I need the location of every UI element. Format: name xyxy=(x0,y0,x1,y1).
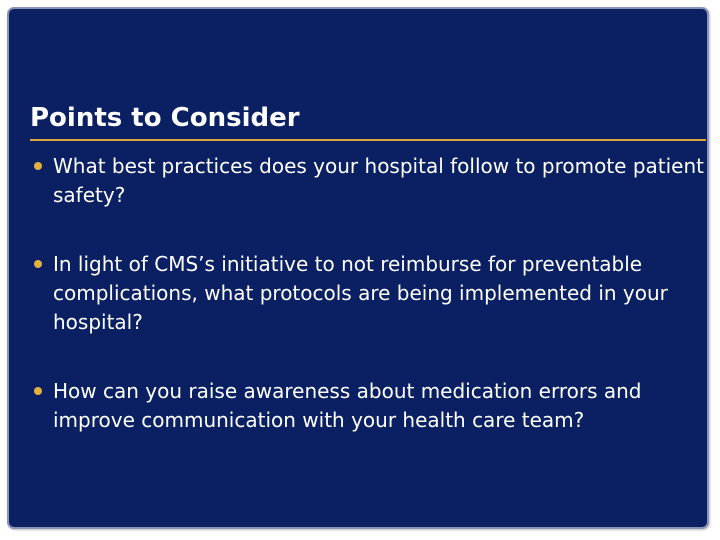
bullet-dot-icon xyxy=(34,162,42,170)
bullet-item xyxy=(33,377,709,435)
bullet-item xyxy=(33,152,709,210)
bullet-list xyxy=(33,152,709,475)
bullet-text: In light of CMS’s initiative to not reimburse for preventable complications, what protocols are being implemented in your hospital? xyxy=(53,252,668,334)
bullet-text: How can you raise awareness about medication errors and improve communication with your health care team? xyxy=(53,379,642,432)
bullet-dot-icon xyxy=(34,387,42,395)
bullet-item xyxy=(33,250,709,337)
bullet-dot-icon xyxy=(34,260,42,268)
slide-title: Points to Consider xyxy=(30,103,300,133)
slide-frame xyxy=(7,7,709,529)
title-underline xyxy=(30,139,706,141)
bullet-text: What best practices does your hospital follow to promote patient safety? xyxy=(53,154,704,207)
